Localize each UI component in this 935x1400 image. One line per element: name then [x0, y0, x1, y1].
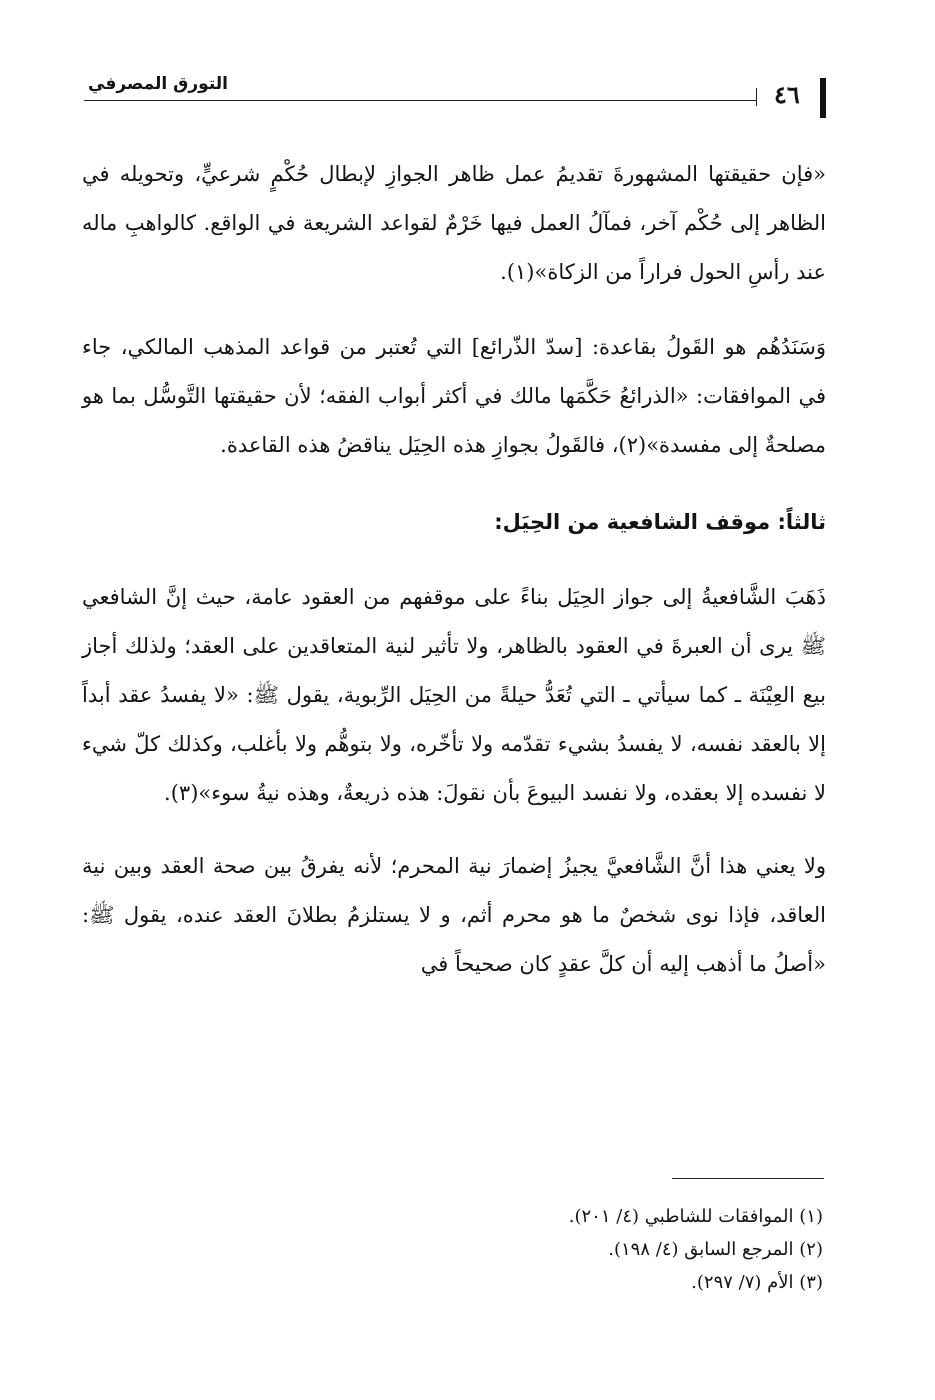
running-title: التورق المصرفي [88, 74, 228, 94]
footnote-2: (٢) المرجع السابق (٤/ ١٩٨). [608, 1239, 823, 1260]
page-body [82, 150, 826, 989]
header-bar [820, 78, 826, 118]
footnote-separator [672, 1178, 824, 1179]
footnotes [569, 1200, 823, 1299]
paragraph-3: ذَهَبَ الشَّافعيةُ إلى جواز الحِيَل بناءً على موقفهم من العقود عامة، حيث إنَّ الشافعي ﷺ يرى أن العبرةَ في العقود بالظاهر، ولا تأثير لنية المتعاقدين على العقد؛ ولذلك أجاز بيع العِيْنَة ـ كما سيأتي ـ التي تُعَدُّ حيلةً من الحِيَل الرِّبوية، يقول ﷺ: «لا يفسدُ عقد أبداً إلا بالعقد نفسه، لا يفسدُ بشيء تقدّمه ولا تأخّره، ولا بتوهُّم ولا بأغلب، وكذلك كلّ شيء لا نفسده إلا بعقده، ولا نفسد البيوعَ بأن نقولَ: هذه ذريعةٌ، وهذه نيةُ سوء»(٣). [82, 585, 826, 805]
paragraph-2: وَسَنَدُهُم هو القَولُ بقاعدة: [سدّ الذّرائع] التي تُعتبر من قواعد المذهب المالكي، جاء في الموافقات: «الذرائعُ حَكَّمَها مالك في أكثر أبواب الفقه؛ لأن حقيقتها التَّوسُّل بما هو مصلحةٌ إلى مفسدة»(٢)، فالقَولُ بجوازِ هذه الحِيَل يناقضُ هذه القاعدة. [82, 335, 826, 457]
footnote-3: (٣) الأم (٧/ ٢٩٧). [691, 1272, 823, 1293]
header-rule [84, 100, 756, 101]
running-header [84, 68, 834, 128]
page-number: ٤٦ [774, 80, 800, 109]
paragraph-1: «فإن حقيقتها المشهورةَ تقديمُ عمل ظاهر الجوازِ لإبطال حُكْمٍ شرعيٍّ، وتحويله في الظاهر إلى حُكْم آخر، فمآلُ العمل فيها خَرْمٌ لقواعد الشريعة في الواقع. كالواهبِ ماله عند رأسِ الحول فراراً من الزكاة»(١). [82, 162, 826, 284]
paragraph-4: ولا يعني هذا أنَّ الشَّافعيَّ يجيزُ إضمارَ نية المحرم؛ لأنه يفرقُ بين صحة العقد وبين نية العاقد، فإذا نوى شخصٌ ما هو محرم أثم، و لا يستلزمُ بطلانَ العقد عنده، يقول ﷺ: «أصلُ ما أذهب إليه أن كلَّ عقدٍ كان صحيحاً في [82, 854, 826, 976]
section-heading: ثالثاً: موقف الشافعية من الحِيَل: [494, 510, 826, 534]
header-rule-tick [756, 88, 757, 106]
footnote-1: (١) الموافقات للشاطبي (٤/ ٢٠١). [568, 1206, 823, 1227]
